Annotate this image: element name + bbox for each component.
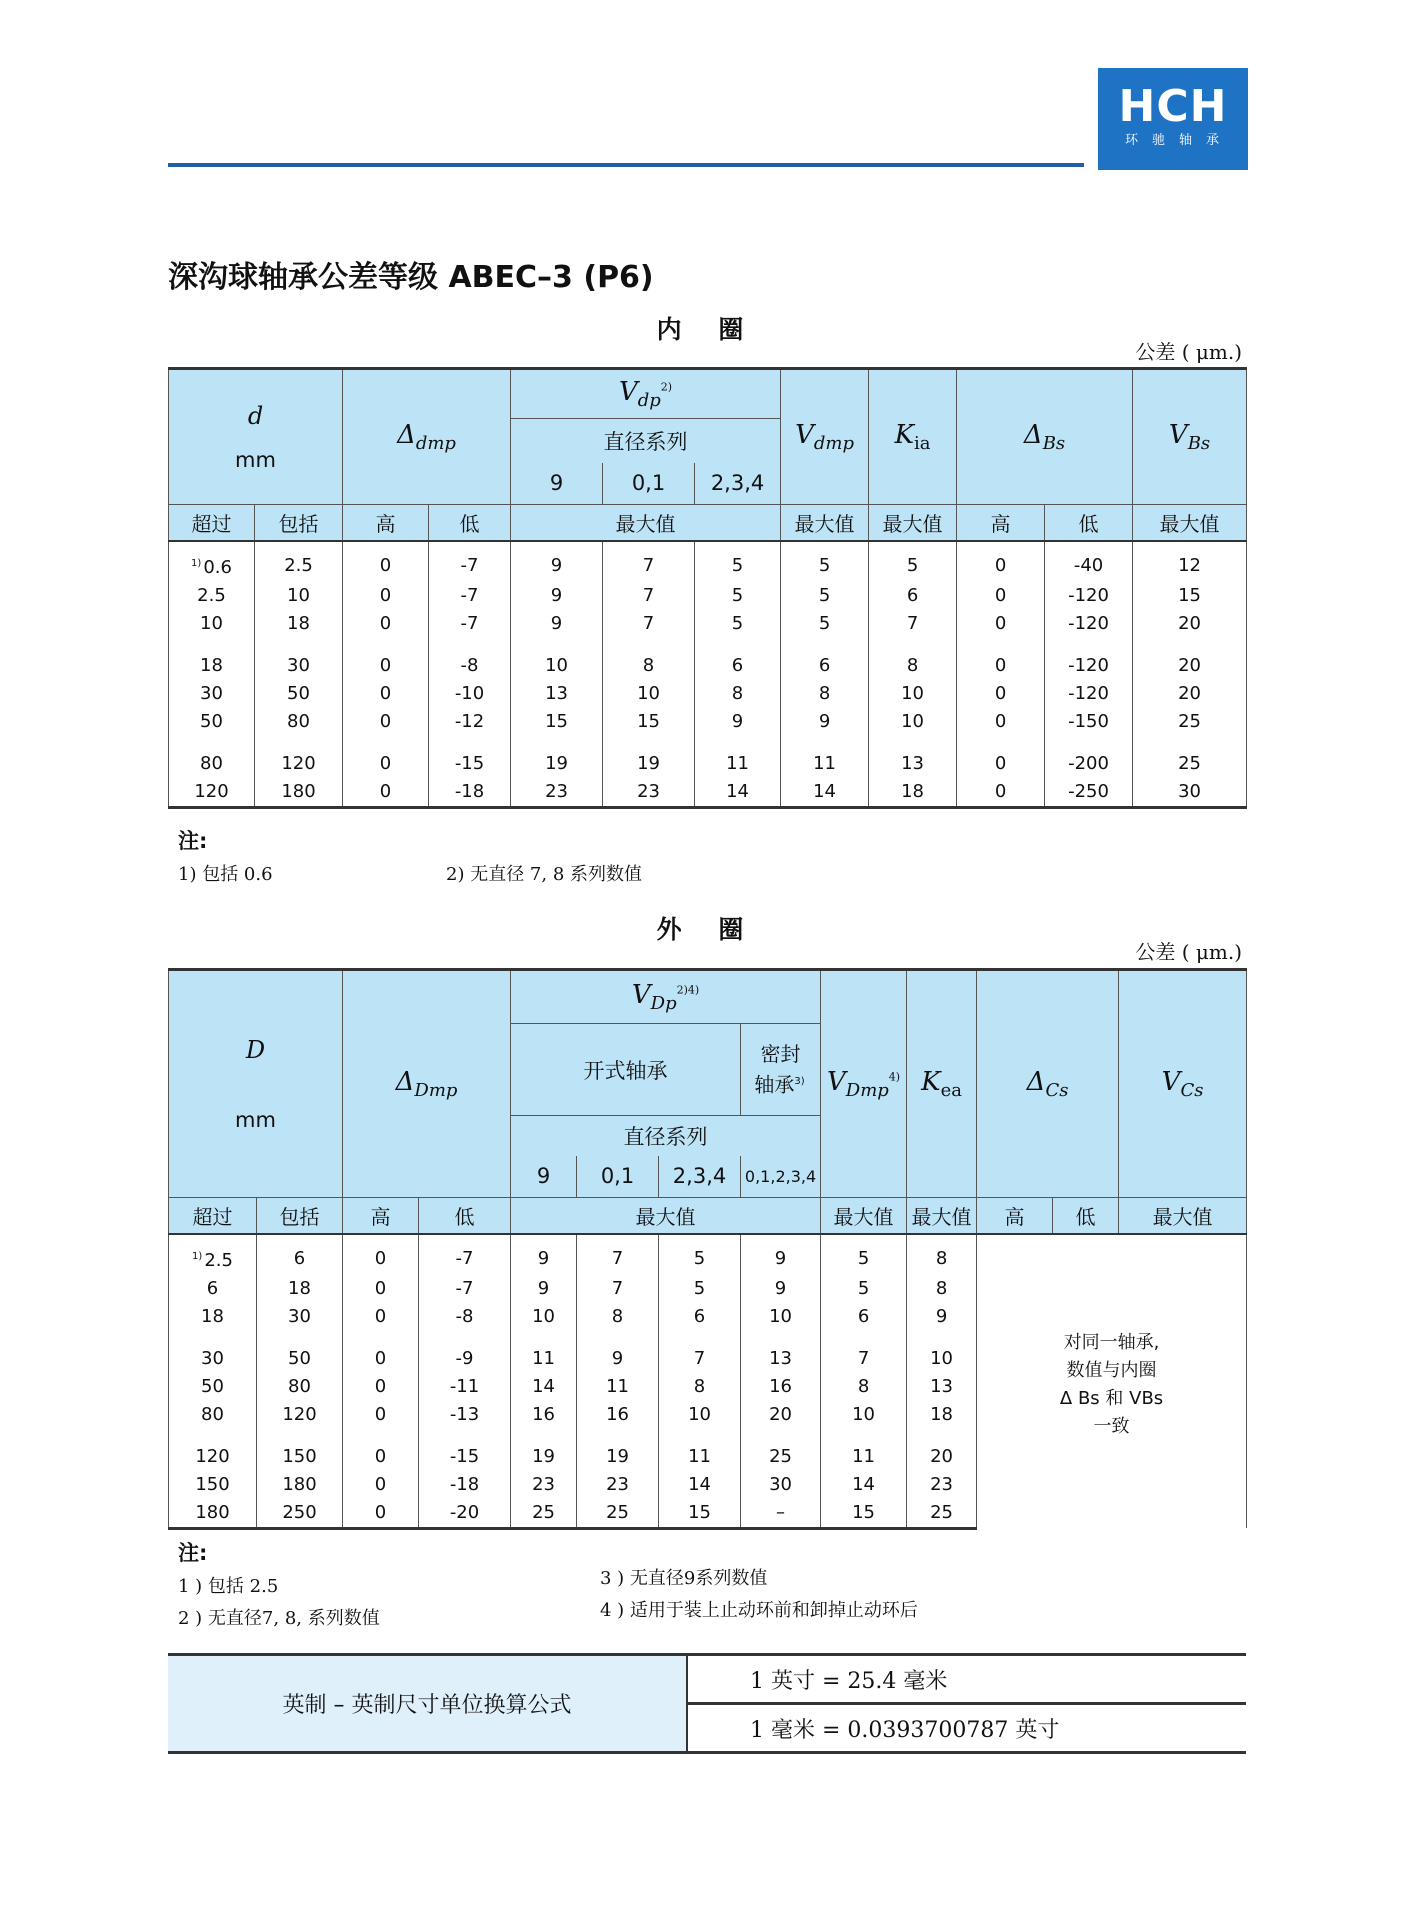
table-cell: 9 (741, 1234, 821, 1275)
table-cell: 20 (1133, 638, 1247, 680)
table-cell: 50 (257, 1331, 343, 1373)
table-cell: 18 (869, 778, 957, 808)
table-cell: 180 (169, 1499, 257, 1529)
table-cell: 8 (907, 1275, 977, 1303)
table-cell: 10 (741, 1303, 821, 1331)
table-cell: -7 (429, 541, 511, 582)
table-cell: 15 (821, 1499, 907, 1529)
outer-d-header: D mm (169, 970, 343, 1198)
inner-vbs-header: $V_{Bs}$ (1133, 369, 1247, 505)
table-cell: 10 (907, 1331, 977, 1373)
outer-series-01: 0,1 (577, 1156, 659, 1198)
table-cell: 80 (255, 708, 343, 736)
table-cell: 19 (577, 1429, 659, 1471)
conversion-mm-to-inch: 1 毫米 = 0.0393700787 英寸 (687, 1704, 1246, 1753)
hch-logo (1098, 68, 1248, 170)
outer-cs-header: $\Delta_{Cs}$ (977, 970, 1119, 1198)
table-cell: 18 (257, 1275, 343, 1303)
sub-header: 最大值 (821, 1198, 907, 1234)
outer-series-9: 9 (511, 1156, 577, 1198)
table-cell: -120 (1045, 638, 1133, 680)
table-cell: -12 (429, 708, 511, 736)
table-cell: 15 (659, 1499, 741, 1529)
table-cell: 5 (781, 541, 869, 582)
table-cell: 50 (169, 1373, 257, 1401)
table-cell: 11 (821, 1429, 907, 1471)
table-cell: -8 (419, 1303, 511, 1331)
table-cell: 13 (907, 1373, 977, 1401)
inner-bs-header: $\Delta_{Bs}$ (957, 369, 1133, 505)
table-cell: 18 (169, 638, 255, 680)
outer-note-3: 3 ) 无直径9系列数值 (600, 1568, 768, 1589)
table-cell: 30 (255, 638, 343, 680)
table-cell: 11 (659, 1429, 741, 1471)
outer-sealed-bearing: 密封 轴承$^{3)}$ (741, 1024, 821, 1116)
same-as-inner-line: 对同一轴承, (1063, 1332, 1160, 1354)
table-cell: -18 (429, 778, 511, 808)
sub-header: 包括 (255, 505, 343, 541)
outer-note-2: 2 ) 无直径7, 8, 系列数值 (178, 1608, 380, 1629)
table-cell: 8 (869, 638, 957, 680)
sub-header: 最大值 (1133, 505, 1247, 541)
table-cell: 12 (1133, 541, 1247, 582)
table-cell: -11 (419, 1373, 511, 1401)
sub-header: 低 (429, 505, 511, 541)
table-cell: 10 (659, 1401, 741, 1429)
table-cell: 0 (343, 736, 429, 778)
table-row (169, 1234, 1247, 1275)
table-cell: -150 (1045, 708, 1133, 736)
outer-ring-title: 外 圈 (656, 915, 758, 944)
table-cell: 9 (511, 541, 603, 582)
table-cell: 8 (603, 638, 695, 680)
table-cell: 8 (821, 1373, 907, 1401)
sub-header: 低 (1045, 505, 1133, 541)
table-row (169, 638, 1247, 680)
table-cell: $^{1)}$ 0.6 (169, 541, 255, 582)
table-cell: 0 (957, 541, 1045, 582)
table-cell: -40 (1045, 541, 1133, 582)
table-cell: 6 (695, 638, 781, 680)
table-cell: 5 (821, 1234, 907, 1275)
table-cell: -250 (1045, 778, 1133, 808)
header-rule (168, 163, 1084, 167)
table-cell: 5 (659, 1234, 741, 1275)
table-row (169, 778, 1247, 808)
table-cell: 20 (1133, 680, 1247, 708)
table-cell: 50 (255, 680, 343, 708)
table-cell: 0 (343, 1429, 419, 1471)
table-cell: 8 (781, 680, 869, 708)
table-cell: 2.5 (255, 541, 343, 582)
outer-note-4: 4 ) 适用于装上止动环前和卸掉止动环后 (600, 1600, 918, 1621)
table-cell: 23 (907, 1471, 977, 1499)
table-row (169, 708, 1247, 736)
table-cell: 0 (957, 708, 1045, 736)
table-cell: 0 (343, 708, 429, 736)
table-cell: 8 (907, 1234, 977, 1275)
table-cell: $^{1)}$ 2.5 (169, 1234, 257, 1275)
inner-dmp-header: $\Delta_{dmp}$ (343, 369, 511, 505)
table-row (169, 582, 1247, 610)
outer-notes-title: 注: (178, 1541, 208, 1565)
footnote-marker: 1) (192, 1250, 203, 1262)
table-cell: 14 (781, 778, 869, 808)
inner-notes-title: 注: (178, 829, 208, 853)
table-cell: 0 (343, 1331, 419, 1373)
table-cell: 5 (781, 610, 869, 638)
table-cell: 80 (169, 1401, 257, 1429)
outer-ring-table (168, 968, 1247, 1530)
table-cell: 120 (257, 1401, 343, 1429)
table-cell: -7 (419, 1275, 511, 1303)
sub-header: 最大值 (907, 1198, 977, 1234)
table-cell: 80 (169, 736, 255, 778)
table-cell: 14 (659, 1471, 741, 1499)
table-row (169, 610, 1247, 638)
table-cell: 5 (695, 541, 781, 582)
table-cell: 25 (511, 1499, 577, 1529)
table-cell: 0 (343, 680, 429, 708)
outer-series-label: 直径系列 (511, 1116, 821, 1156)
table-cell: 9 (781, 708, 869, 736)
sub-header: 超过 (169, 1198, 257, 1234)
table-cell: -8 (429, 638, 511, 680)
table-cell: 23 (511, 778, 603, 808)
table-cell: 10 (255, 582, 343, 610)
table-cell: 120 (169, 778, 255, 808)
inner-kia-header: $K_{ia}$ (869, 369, 957, 505)
table-cell: 14 (695, 778, 781, 808)
table-cell: -120 (1045, 582, 1133, 610)
table-cell: 80 (257, 1373, 343, 1401)
table-cell: 5 (869, 541, 957, 582)
table-cell: 23 (511, 1471, 577, 1499)
table-cell: 0 (343, 541, 429, 582)
table-cell: 150 (169, 1471, 257, 1499)
table-cell: 10 (169, 610, 255, 638)
table-cell: 18 (169, 1303, 257, 1331)
table-cell: 11 (577, 1373, 659, 1401)
table-cell: 5 (781, 582, 869, 610)
table-cell: 16 (511, 1401, 577, 1429)
table-cell: 14 (511, 1373, 577, 1401)
outer-vdmp-header: $V_{Dmp}^{4)}$ (821, 970, 907, 1198)
inner-series-01: 0,1 (603, 463, 695, 505)
table-cell: 30 (169, 680, 255, 708)
table-cell: 9 (907, 1303, 977, 1331)
table-cell: 0 (957, 736, 1045, 778)
footnote-marker: 1) (191, 557, 202, 569)
table-cell: 9 (741, 1275, 821, 1303)
table-cell: -15 (419, 1429, 511, 1471)
sub-header: 最大值 (1119, 1198, 1247, 1234)
table-cell: 20 (907, 1429, 977, 1471)
table-cell: -9 (419, 1331, 511, 1373)
table-cell: 30 (1133, 778, 1247, 808)
table-cell: 20 (741, 1401, 821, 1429)
table-cell: -120 (1045, 610, 1133, 638)
table-cell: 14 (821, 1471, 907, 1499)
outer-kea-header: $K_{ea}$ (907, 970, 977, 1198)
table-cell: 8 (659, 1373, 741, 1401)
outer-vcs-header: $V_{Cs}$ (1119, 970, 1247, 1198)
sub-header: 最大值 (781, 505, 869, 541)
outer-open-bearing: 开式轴承 (511, 1024, 741, 1116)
table-cell: 19 (511, 1429, 577, 1471)
table-cell: 20 (1133, 610, 1247, 638)
table-cell: -18 (419, 1471, 511, 1499)
sub-header: 高 (977, 1198, 1053, 1234)
table-cell: 7 (603, 610, 695, 638)
same-as-inner-line: 数值与内圈 (1066, 1360, 1157, 1382)
table-cell: 18 (907, 1401, 977, 1429)
table-cell: 0 (957, 638, 1045, 680)
table-cell: 9 (511, 1234, 577, 1275)
table-cell: 0 (343, 1471, 419, 1499)
table-cell: 10 (603, 680, 695, 708)
inner-series-label: 直径系列 (511, 419, 781, 463)
table-cell: 16 (577, 1401, 659, 1429)
table-cell: 13 (869, 736, 957, 778)
same-as-inner-line: Δ Bs 和 VBs (1059, 1388, 1164, 1410)
table-cell: 7 (659, 1331, 741, 1373)
table-cell: 0 (343, 1303, 419, 1331)
table-cell: 120 (255, 736, 343, 778)
table-cell: 0 (343, 1373, 419, 1401)
table-cell: 5 (659, 1275, 741, 1303)
table-row (169, 541, 1247, 582)
outer-series-all: 0,1,2,3,4 (741, 1156, 821, 1198)
inner-vdmp-header: $V_{dmp}$ (781, 369, 869, 505)
table-cell: 13 (741, 1331, 821, 1373)
table-cell: 18 (255, 610, 343, 638)
table-cell: 150 (257, 1429, 343, 1471)
same-as-inner-line: 一致 (1093, 1416, 1130, 1438)
table-cell: 19 (603, 736, 695, 778)
table-cell: 0 (957, 582, 1045, 610)
table-cell: 250 (257, 1499, 343, 1529)
table-cell: – (741, 1499, 821, 1529)
table-cell: 9 (577, 1331, 659, 1373)
table-cell: 180 (257, 1471, 343, 1499)
sub-header: 低 (1053, 1198, 1119, 1234)
table-cell: 10 (821, 1401, 907, 1429)
inner-series-9: 9 (511, 463, 603, 505)
conversion-inch-to-mm: 1 英寸 = 25.4 毫米 (687, 1655, 1246, 1704)
inner-note-2: 2) 无直径 7, 8 系列数值 (446, 864, 642, 885)
outer-series-234: 2,3,4 (659, 1156, 741, 1198)
table-cell: 10 (869, 708, 957, 736)
table-cell: 25 (741, 1429, 821, 1471)
inner-series-234: 2,3,4 (695, 463, 781, 505)
table-cell: -7 (429, 582, 511, 610)
table-cell: 11 (511, 1331, 577, 1373)
table-cell: 180 (255, 778, 343, 808)
table-cell: -7 (419, 1234, 511, 1275)
table-cell: 0 (343, 1234, 419, 1275)
table-cell: 25 (907, 1499, 977, 1529)
sub-header: 最大值 (511, 505, 781, 541)
table-cell: 15 (1133, 582, 1247, 610)
table-cell: 30 (741, 1471, 821, 1499)
table-cell: 30 (169, 1331, 257, 1373)
table-cell: 0 (343, 778, 429, 808)
table-cell: 7 (577, 1275, 659, 1303)
sub-header: 最大值 (869, 505, 957, 541)
table-cell: 25 (1133, 736, 1247, 778)
table-cell: 8 (695, 680, 781, 708)
table-cell: 6 (821, 1303, 907, 1331)
inner-d-header: d mm (169, 369, 343, 505)
table-cell: 6 (781, 638, 869, 680)
table-cell: -10 (429, 680, 511, 708)
table-cell: -20 (419, 1499, 511, 1529)
inner-vdp-header: $V_{dp}^{2)}$ (511, 369, 781, 419)
sub-header: 包括 (257, 1198, 343, 1234)
table-cell: 0 (957, 610, 1045, 638)
sub-header: 超过 (169, 505, 255, 541)
table-cell: 16 (741, 1373, 821, 1401)
table-cell: 10 (869, 680, 957, 708)
table-row (169, 736, 1247, 778)
outer-dmp-header: $\Delta_{Dmp}$ (343, 970, 511, 1198)
inner-unit-label: 公差 ( μm.) (1135, 340, 1242, 364)
sub-header: 高 (343, 1198, 419, 1234)
table-cell: 13 (511, 680, 603, 708)
table-cell: 8 (577, 1303, 659, 1331)
table-cell: 5 (821, 1275, 907, 1303)
table-cell: 6 (869, 582, 957, 610)
table-cell: 0 (957, 778, 1045, 808)
page-title: 深沟球轴承公差等级 ABEC–3 (P6) (168, 260, 654, 295)
table-cell: -15 (429, 736, 511, 778)
table-cell: 7 (577, 1234, 659, 1275)
outer-note-1: 1 ) 包括 2.5 (178, 1576, 279, 1597)
table-cell: 9 (511, 1275, 577, 1303)
sub-header: 低 (419, 1198, 511, 1234)
table-cell: 5 (695, 610, 781, 638)
table-cell: 0 (343, 1499, 419, 1529)
table-cell: 23 (577, 1471, 659, 1499)
table-cell: 0 (343, 582, 429, 610)
table-cell: 11 (695, 736, 781, 778)
table-cell: 19 (511, 736, 603, 778)
inner-ring-table (168, 367, 1247, 809)
table-cell: 50 (169, 708, 255, 736)
table-cell: 10 (511, 1303, 577, 1331)
table-cell: 15 (511, 708, 603, 736)
table-cell: -13 (419, 1401, 511, 1429)
table-cell: 120 (169, 1429, 257, 1471)
table-cell: 7 (821, 1331, 907, 1373)
table-cell: 0 (957, 680, 1045, 708)
table-cell: 7 (603, 541, 695, 582)
table-cell: 25 (1133, 708, 1247, 736)
sub-header: 高 (343, 505, 429, 541)
table-cell: 6 (169, 1275, 257, 1303)
table-cell: 7 (603, 582, 695, 610)
table-cell: 9 (511, 610, 603, 638)
table-cell: 11 (781, 736, 869, 778)
table-cell: 9 (695, 708, 781, 736)
table-cell: 6 (257, 1234, 343, 1275)
table-cell: 0 (343, 610, 429, 638)
same-as-inner-note (977, 1234, 1247, 1529)
table-cell: 0 (343, 1275, 419, 1303)
table-cell: -120 (1045, 680, 1133, 708)
table-cell: 9 (511, 582, 603, 610)
table-cell: 7 (869, 610, 957, 638)
table-cell: 10 (511, 638, 603, 680)
table-cell: 23 (603, 778, 695, 808)
table-cell: 0 (343, 638, 429, 680)
sub-header: 高 (957, 505, 1045, 541)
table-cell: 15 (603, 708, 695, 736)
logo-mark: HCH (1118, 81, 1228, 132)
table-cell: 5 (695, 582, 781, 610)
table-row (169, 680, 1247, 708)
conversion-label: 英制 – 英制尺寸单位换算公式 (168, 1655, 687, 1753)
outer-unit-label: 公差 ( μm.) (1135, 940, 1242, 964)
table-cell: -7 (429, 610, 511, 638)
inner-ring-title: 内 圈 (656, 315, 758, 344)
logo-subtitle: 环驰轴承 (1124, 133, 1233, 148)
table-cell: -200 (1045, 736, 1133, 778)
outer-vdp-header: $V_{Dp}^{2)4)}$ (511, 970, 821, 1024)
table-cell: 0 (343, 1401, 419, 1429)
unit-conversion-table (168, 1653, 1246, 1754)
inner-note-1: 1) 包括 0.6 (178, 864, 273, 885)
table-cell: 6 (659, 1303, 741, 1331)
table-cell: 30 (257, 1303, 343, 1331)
table-cell: 25 (577, 1499, 659, 1529)
sub-header: 最大值 (511, 1198, 821, 1234)
table-cell: 2.5 (169, 582, 255, 610)
